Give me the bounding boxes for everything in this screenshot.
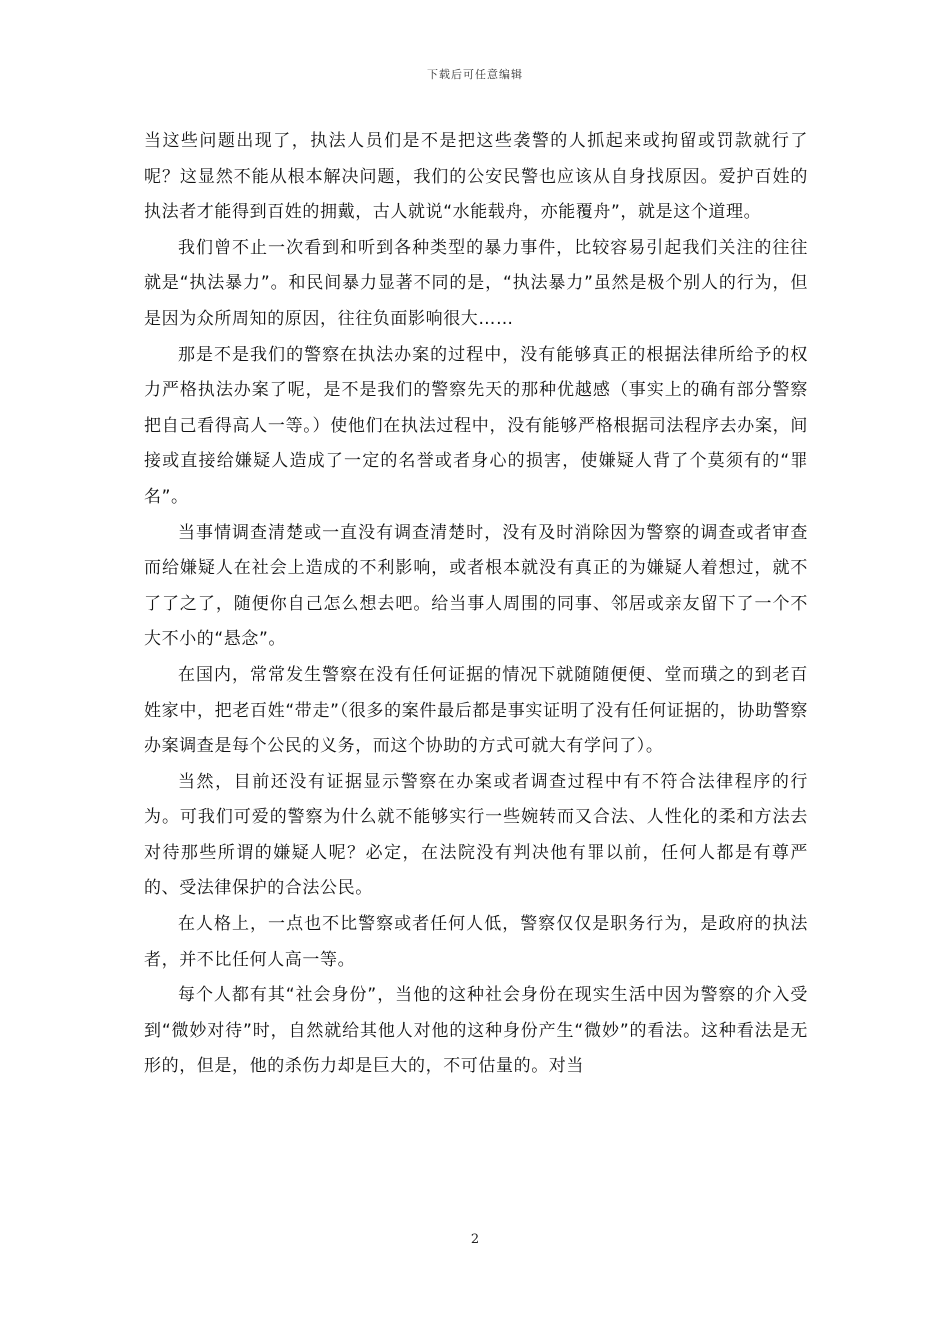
paragraph-3: 那是不是我们的警察在执法办案的过程中，没有能够真正的根据法律所给予的权力严格执法办案了呢，是不是我们的警察先天的那种优越感（事实上的确有部分警察把自己看得高人一等。）使他们在执法过程中，没有能够严格根据司法程序去办案，间接或直接给嫌疑人造成了一定的名誉或者身心的损害，使嫌疑人背了个莫须有的“罪名”。 bbox=[144, 344, 808, 507]
paragraph-7: 在人格上，一点也不比警察或者任何人低，警察仅仅是职务行为，是政府的执法者，并不比任何人高一等。 bbox=[144, 914, 808, 970]
paragraph-6: 当然，目前还没有证据显示警察在办案或者调查过程中有不符合法律程序的行为。可我们可爱的警察为什么就不能够实行一些婉转而又合法、人性化的柔和方法去对待那些所谓的嫌疑人呢？必定，在法院没有判决他有罪以前，任何人都是有尊严的、受法律保护的合法公民。 bbox=[144, 771, 808, 899]
paragraph-8: 每个人都有其“社会身份”，当他的这种社会身份在现实生活中因为警察的介入受到“微妙对待”时，自然就给其他人对他的这种身份产生“微妙”的看法。这种看法是无形的，但是，他的杀伤力却是巨大的，不可估量的。对当 bbox=[144, 985, 808, 1077]
body-text bbox=[144, 124, 808, 1085]
page-header: 下载后可任意编辑 bbox=[427, 68, 523, 81]
paragraph-4: 当事情调查清楚或一直没有调查清楚时，没有及时消除因为警察的调查或者审查而给嫌疑人在社会上造成的不利影响，或者根本就没有真正的为嫌疑人着想过，就不了了之了，随便你自己怎么想去吧。给当事人周围的同事、邻居或亲友留下了一个不大不小的“悬念”。 bbox=[144, 522, 808, 650]
page-number: 2 bbox=[470, 1232, 480, 1247]
paragraph-5: 在国内，常常发生警察在没有任何证据的情况下就随随便便、堂而璜之的到老百姓家中，把老百姓“带走”（很多的案件最后都是事实证明了没有任何证据的，协助警察办案调查是每个公民的义务，而这个协助的方式可就大有学问了）。 bbox=[144, 664, 808, 757]
paragraph-2: 我们曾不止一次看到和听到各种类型的暴力事件，比较容易引起我们关注的往往就是“执法暴力”。和民间暴力显著不同的是，“执法暴力”虽然是极个别人的行为，但是因为众所周知的原因，往往负面影响很大…… bbox=[144, 237, 808, 329]
paragraph-1: 当这些问题出现了，执法人员们是不是把这些袭警的人抓起来或拘留或罚款就行了呢？这显然不能从根本解决问题，我们的公安民警也应该从自身找原因。爱护百姓的执法者才能得到百姓的拥戴，古人就说“水能载舟，亦能覆舟”，就是这个道理。 bbox=[144, 131, 808, 223]
